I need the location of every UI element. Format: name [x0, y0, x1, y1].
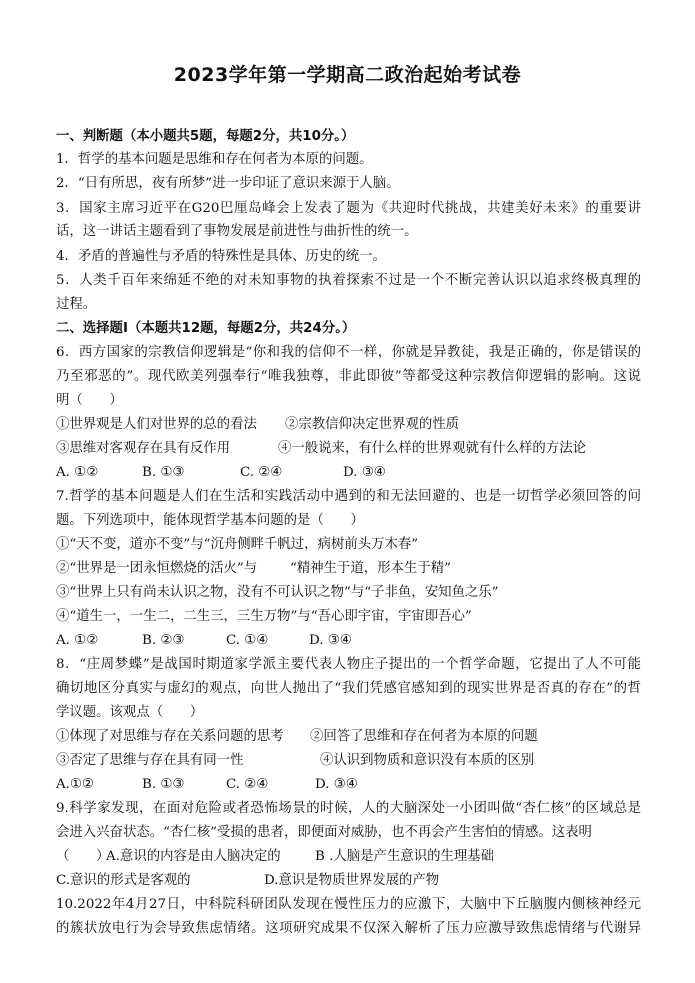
- q8-stem-line1: 8．“庄周梦蝶”是战国时期道家学派主要代表人物庄子提出的一个哲学命题，它提出了人不可能: [56, 657, 641, 672]
- q8-options: [56, 776, 641, 794]
- q6-statement-2: ②宗教信仰决定世界观的性质: [285, 417, 460, 432]
- q7-statement-2a: ②“世界是一团永恒燃烧的活火”与: [56, 561, 258, 576]
- q8-stem-line2: 确切地区分真实与虚幻的观点，向世人抛出了“我们凭感官感知到的现实世界是否真的存在”的哲: [56, 681, 641, 696]
- q6-stem-line3: 明（ ）: [56, 393, 123, 408]
- q8-option-a: A.①②: [56, 777, 94, 792]
- q8-statement-2: ②回答了思维和存在何者为本原的问题: [310, 729, 538, 744]
- q10-stem-line1: 10.2022年4月27日，中科院科研团队发现在慢性压力的应激下，大脑中下丘脑腹内侧核神经元: [56, 897, 641, 912]
- q10-stem-line2: 的簇状放电行为会导致焦虑情绪。这项研究成果不仅深入解析了压力应激导致焦虑情绪与代谢异: [56, 921, 641, 936]
- q8-statement-3: ③否定了思维与存在具有同一性: [56, 753, 244, 768]
- q9-stem-line1: 9.科学家发现，在面对危险或者恐怖场景的时候，人的大脑深处一小团叫做“杏仁核”的区域总是: [56, 801, 641, 816]
- q8-statement-4: ④认识到物质和意识没有本质的区别: [320, 753, 535, 768]
- section-heading-choice: 二、选择题Ⅰ（本题共12题，每题2分，共24分。）: [56, 321, 356, 336]
- q9-option-b: B .人脑是产生意识的生理基础: [315, 849, 495, 864]
- q6-option-c: C. ②④: [240, 465, 283, 480]
- q7-option-a: A. ①②: [56, 633, 99, 648]
- q7-statement-4: ④“道生一，一生二，二生三，三生万物”与“吾心即宇宙，宇宙即吾心”: [56, 609, 472, 624]
- judgment-item-3-line1: 3．国家主席习近平在G20巴厘岛峰会上发表了题为《共迎时代挑战，共建美好未来》的重要讲: [56, 201, 641, 216]
- q7-option-b: B. ②③: [142, 633, 185, 648]
- judgment-item-1: 1．哲学的基本问题是思维和存在何者为本原的问题。: [56, 152, 373, 167]
- q9-options-row1: [56, 848, 641, 866]
- q6-statements-row2: [56, 440, 641, 458]
- q6-statement-4: ④一般说来，有什么样的世界观就有什么样的方法论: [278, 441, 586, 456]
- q6-stem-line1: 6．西方国家的宗教信仰逻辑是“你和我的信仰不一样，你就是异教徒，我是正确的，你是错误的: [56, 345, 641, 360]
- q6-statement-3: ③思维对客观存在具有反作用: [56, 441, 231, 456]
- q9-options-row2: [56, 872, 641, 890]
- q8-statements-row2: [56, 752, 641, 770]
- q6-options: [56, 464, 641, 482]
- judgment-item-4: 4．矛盾的普遍性与矛盾的特殊性是具体、历史的统一。: [56, 249, 386, 264]
- judgment-item-3-line2: 话，这一讲话主题看到了事物发展是前进性与曲折性的统一。: [56, 224, 418, 239]
- q7-statement-2b: “精神生于道，形本生于精”: [290, 561, 451, 576]
- q9-option-a: A.意识的内容是由人脑决定的: [106, 849, 281, 864]
- q9-option-d: D.意识是物质世界发展的产物: [264, 873, 440, 888]
- q8-option-c: C. ②④: [226, 777, 269, 792]
- q9-option-c: C.意识的形式是客观的: [56, 873, 191, 888]
- q6-stem-line2: 乃至邪恶的”。现代欧美列强奉行“唯我独尊，非此即彼”等都受这种宗教信仰逻辑的影响。这说: [56, 369, 641, 384]
- q6-option-d: D. ③④: [343, 465, 386, 480]
- q7-statement-3: ③“世界上只有尚未认识之物，没有不可认识之物”与“子非鱼，安知鱼之乐”: [56, 585, 499, 600]
- judgment-item-2: 2．“日有所思，夜有所梦”进一步印证了意识来源于人脑。: [56, 176, 400, 191]
- judgment-item-5-line2: 过程。: [56, 297, 97, 312]
- q7-statement-1: ①“天不变，道亦不变”与“沉舟侧畔千帆过，病树前头万木春”: [56, 537, 419, 552]
- q6-option-a: A. ①②: [56, 465, 99, 480]
- q7-stem-line1: 7.哲学的基本问题是人们在生活和实践活动中遇到的和无法回避的、也是一切哲学必须回答的问: [56, 489, 641, 504]
- q7-options: [56, 632, 641, 650]
- q6-statement-1: ①世界观是人们对世界的总的看法: [56, 417, 257, 432]
- q6-option-b: B. ①③: [142, 465, 185, 480]
- q7-option-d: D. ③④: [309, 633, 352, 648]
- q9-answer-paren: （ ）: [56, 849, 110, 864]
- q8-statements-row1: [56, 728, 641, 746]
- page-title: 2023学年第一学期高二政治起始考试卷: [173, 64, 522, 86]
- q7-option-c: C. ①④: [226, 633, 269, 648]
- q8-statement-1: ①体现了对思维与存在关系问题的思考: [56, 729, 284, 744]
- q8-stem-line3: 学议题。该观点（ ）: [56, 705, 204, 720]
- q7-stem-line2: 题。下列选项中，能体现哲学基本问题的是（ ）: [56, 513, 364, 528]
- q9-stem-line2: 会进入兴奋状态。“杏仁核”受损的患者，即便面对威胁，也不再会产生害怕的情感。这表明: [56, 825, 592, 840]
- q8-option-b: B. ①③: [142, 777, 185, 792]
- q6-statements-row1: [56, 416, 641, 434]
- q8-option-d: D. ③④: [315, 777, 358, 792]
- judgment-item-5-line1: 5．人类千百年来绵延不绝的对未知事物的执着探索不过是一个不断完善认识以追求终极真理的: [56, 273, 641, 288]
- section-heading-judgment: 一、判断题（本小题共5题，每题2分，共10分。）: [56, 129, 355, 144]
- q7-statement-2-row: [56, 560, 641, 578]
